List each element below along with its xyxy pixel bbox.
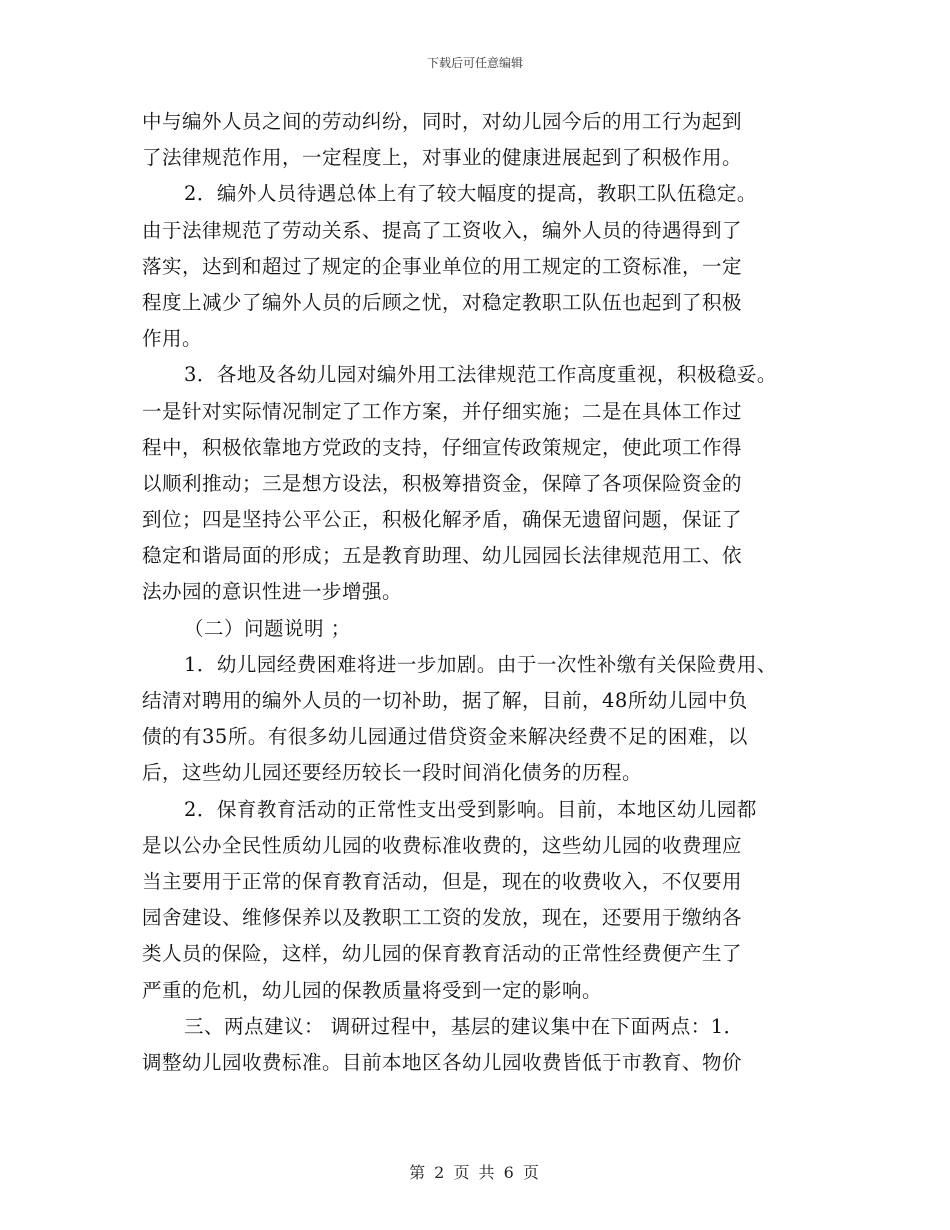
- paragraph-start-line: 1．幼儿园经费困难将进一步加剧。由于一次性补缴有关保险费用、: [184, 652, 777, 676]
- text-line: 到位；四是坚持公平公正，积极化解矛盾，确保无遗留问题，保证了: [142, 508, 743, 532]
- text-line: 类人员的保险，这样，幼儿园的保育教育活动的正常性经费便产生了: [142, 942, 743, 966]
- section-heading: （二）问题说明 ；: [184, 616, 351, 640]
- text-line: 由于法律规范了劳动关系、提高了工资收入，编外人员的待遇得到了: [142, 218, 743, 242]
- text-line: 一是针对实际情况制定了工作方案，并仔细实施；二是在具体工作过: [142, 399, 743, 423]
- text-line: 债的有35所。有很多幼儿园通过借贷资金来解决经费不足的困难，以: [142, 725, 748, 749]
- paragraph-start-line: 3．各地及各幼儿园对编外用工法律规范工作高度重视，积极稳妥。: [184, 363, 777, 387]
- text-line: 严重的危机，幼儿园的保教质量将受到一定的影响。: [142, 978, 603, 1002]
- text-line: 稳定和谐局面的形成；五是教育助理、幼儿园园长法律规范用工、依: [142, 544, 743, 568]
- text-line: 结清对聘用的编外人员的一切补助，据了解，目前，48所幼儿园中负: [142, 689, 748, 712]
- paragraph-start-line: 2．编外人员待遇总体上有了较大幅度的提高，教职工队伍稳定。: [184, 182, 757, 206]
- document-body: [142, 104, 822, 1081]
- text-line: 程中，积极依靠地方党政的支持，仔细宣传政策规定，使此项工作得: [142, 435, 743, 459]
- section-heading: 三、两点建议： 调研过程中，基层的建议集中在下面两点：1．: [184, 1014, 744, 1038]
- paragraph-start-line: 2．保育教育活动的正常性支出受到影响。目前，本地区幼儿园都: [184, 797, 757, 821]
- text-line: 后，这些幼儿园还要经历较长一段时间消化债务的历程。: [142, 761, 643, 785]
- text-line: 是以公办全民性质幼儿园的收费标准收费的，这些幼儿园的收费理应: [142, 833, 743, 857]
- text-line: 作用。: [142, 327, 203, 351]
- text-line: 法办园的意识性进一步增强。: [142, 580, 403, 604]
- text-line: 程度上减少了编外人员的后顾之忧，对稳定教职工队伍也起到了积极: [142, 290, 743, 314]
- text-line: 落实，达到和超过了规定的企事业单位的用工规定的工资标准，一定: [142, 254, 743, 278]
- text-line: 园舍建设、维修保养以及教职工工资的发放，现在，还要用于缴纳各: [142, 906, 743, 930]
- text-line: 中与编外人员之间的劳动纠纷，同时，对幼儿园今后的用工行为起到: [142, 110, 743, 133]
- page-number: 第 2 页 共 6 页: [409, 1163, 541, 1182]
- text-line: 以顺利推动；三是想方设法，积极筹措资金，保障了各项保险资金的: [142, 471, 743, 495]
- page-header: 下载后可任意编辑: [426, 56, 523, 70]
- text-line: 当主要用于正常的保育教育活动，但是，现在的收费收入，不仅要用: [142, 869, 743, 893]
- text-line: 调整幼儿园收费标准。目前本地区各幼儿园收费皆低于市教育、物价: [142, 1050, 743, 1074]
- text-line: 了法律规范作用，一定程度上，对事业的健康进展起到了积极作用。: [142, 146, 743, 170]
